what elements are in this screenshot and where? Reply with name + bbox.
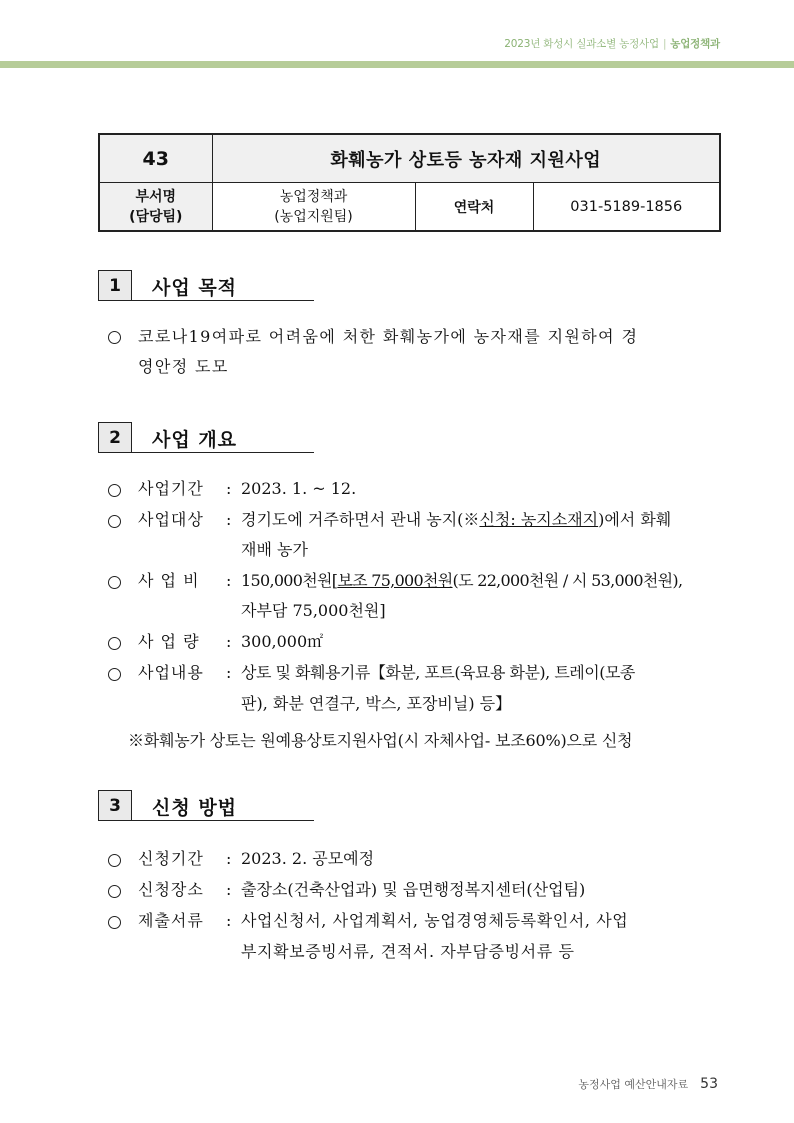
dept-label-line2: (담당팀) [129,208,183,225]
target-pre: 경기도에 거주하면서 관내 농지(※ [241,510,480,529]
section-underline [132,452,314,453]
cost-label: 사 업 비 [138,571,200,590]
colon: : [226,632,232,651]
colon: : [226,510,232,529]
section-number: 3 [98,790,132,821]
colon: : [226,911,232,930]
project-title: 화훼농가 상토등 농자재 지원사업 [212,134,720,183]
bullet-circle-icon [108,885,121,898]
cost-value [241,570,682,592]
docs-line1: 사업신청서, 사업계획서, 농업경영체등록확인서, 사업 [241,911,629,930]
dept-value-line2: (농업지원팀) [274,208,353,225]
docs-line2: 부지확보증빙서류, 견적서. 자부담증빙서류 등 [241,942,575,961]
running-header [504,36,720,51]
target-underlined: 신청: 농지소재지 [479,510,599,529]
content-line1: 상토 및 화훼용기류【화분, 포트(육묘용 화분), 트레이(모종 [241,663,635,682]
content-line2: 판), 화분 연결구, 박스, 포장비닐) 등】 [241,694,512,713]
bullet-circle-icon [108,637,121,650]
qty-label: 사 업 량 [138,632,200,651]
contact-value: 031-5189-1856 [533,183,720,232]
bullet-circle-icon [108,331,121,344]
bullet-circle-icon [108,668,121,681]
header-separator: | [662,38,667,50]
note-text: ※화훼농가 상토는 원예용상토지원사업(시 자체사업- 보조60%)으로 신청 [128,731,633,750]
period-label: 사업기간 [138,479,204,498]
cost-underlined: 보조 75,000천원 [337,571,453,590]
project-number: 43 [99,134,212,183]
bullet-circle-icon [108,576,121,589]
bullet-circle-icon [108,484,121,497]
target-post: )에서 화훼 [598,510,672,529]
contact-label: 연락처 [415,183,533,232]
project-info-table [98,133,721,232]
footer-label: 농정사업 예산안내자료 [578,1078,689,1091]
place-label: 신청장소 [138,880,204,899]
header-department: 농업정책과 [670,38,720,50]
target-line2: 재배 농가 [241,540,308,559]
header-bar [0,61,794,68]
target-label: 사업대상 [138,510,204,529]
section-underline [132,820,314,821]
section-number: 1 [98,270,132,301]
purpose-line2: 영안정 도모 [138,357,229,376]
qty-value: 300,000㎡ [241,632,324,651]
place-value: 출장소(건축산업과) 및 읍면행정복지센터(산업팀) [241,880,586,899]
section-title: 사업 개요 [152,429,238,451]
section-title: 사업 목적 [152,277,238,299]
apply-period-label: 신청기간 [138,849,204,868]
purpose-line1: 코로나19여파로 어려움에 처한 화훼농가에 농자재를 지원하여 경 [138,327,639,346]
cost-pre: 150,000천원[ [241,571,338,590]
section-underline [132,300,314,301]
content-label: 사업내용 [138,663,204,682]
dept-label [99,183,212,232]
page-number: 53 [700,1076,718,1092]
colon: : [226,663,232,682]
section-title: 신청 방법 [152,797,238,819]
docs-label: 제출서류 [138,911,204,930]
dept-value-line1: 농업정책과 [279,188,348,205]
cost-line2: 자부담 75,000천원] [241,601,386,620]
period-value: 2023. 1. ~ 12. [241,479,357,498]
cost-post: (도 22,000천원 / 시 53,000천원), [452,571,683,590]
dept-value [212,183,415,232]
colon: : [226,849,232,868]
colon: : [226,880,232,899]
header-doc-title: 2023년 화성시 실과소별 농정사업 [504,38,659,50]
apply-period-value: 2023. 2. 공모예정 [241,849,375,868]
bullet-circle-icon [108,916,121,929]
section-number: 2 [98,422,132,453]
bullet-circle-icon [108,854,121,867]
colon: : [226,571,232,590]
page-footer [578,1076,718,1092]
colon: : [226,479,232,498]
target-value [241,509,671,531]
bullet-circle-icon [108,515,121,528]
dept-label-line1: 부서명 [135,188,177,205]
